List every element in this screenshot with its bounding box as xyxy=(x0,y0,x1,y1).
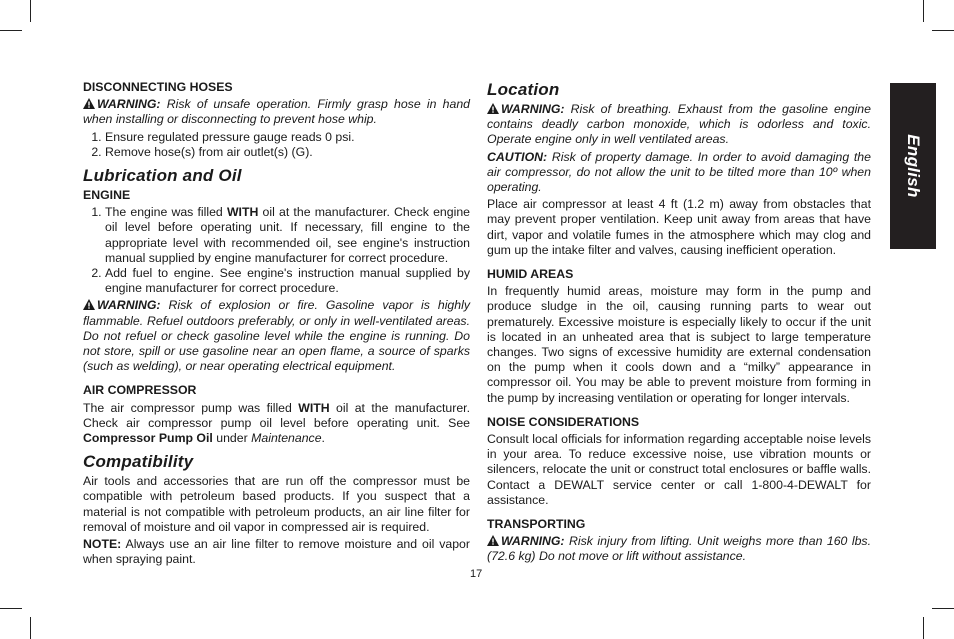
fuel-warning xyxy=(83,298,470,374)
warning-text: Risk injury from lifting. Unit weighs more than 160 lbs. (72.6 kg) Do not move or lift without assistance. xyxy=(487,534,872,564)
right-column xyxy=(487,80,871,567)
placement-text: Place air compressor at least 4 ft (1.2 m) away from obstacles that may prevent proper ventilation. Keep unit away from areas that have dirt, vapor and volatile fumes in the atmosphere which may clog and gum up the intake filter and valves, causing inefficient operation. xyxy=(487,197,871,257)
list-item: 2. Remove hose(s) from air outlet(s) (G). xyxy=(105,145,470,160)
list-item: 2. Add fuel to engine. See engine's instruction manual supplied by engine manufacturer for correct procedure. xyxy=(105,266,470,296)
disconnecting-hoses-heading: DISCONNECTING HOSES xyxy=(83,80,233,94)
noise-text: Consult local officials for information regarding acceptable noise levels in your area. To reduce excessive noise, use vibration mounts or silencers, relocate the unit or construct total enclosures or baffle walls. Contact a DEWALT service center or call 1-800-4-DEWALT for assistance. xyxy=(487,432,871,507)
engine-steps xyxy=(83,205,470,296)
note-label: NOTE: xyxy=(83,537,122,552)
warning-triangle-icon xyxy=(83,98,95,109)
note-text: Always use an air line filter to remove moisture and oil vapor when spraying paint. xyxy=(83,537,470,567)
list-item xyxy=(105,205,470,266)
text-run: Maintenance xyxy=(251,431,322,446)
engine-heading: ENGINE xyxy=(83,188,131,203)
crop-mark xyxy=(923,617,924,639)
crop-mark xyxy=(932,30,954,31)
crop-mark xyxy=(30,617,31,639)
caution-text: Risk of property damage. In order to avoid damaging the air compressor, do not allow the unit to be tilted more than 10º when operating. xyxy=(487,149,871,195)
location-title: Location xyxy=(487,80,560,99)
noise-heading: NOISE CONSIDERATIONS xyxy=(487,414,640,429)
text-run: under xyxy=(212,431,252,446)
warning-text: Risk of explosion or fire. Gasoline vapor is highly flammable. Refuel outdoors preferably, or only in well-ventilated areas. Do not refuel or check gasoline level while the engine is running. Do not store, spill or use gasoline near an open flame, a source of sparks (such as welding), or near operating electrical equipment. xyxy=(83,298,470,374)
crop-mark xyxy=(0,608,22,609)
compatibility-title: Compatibility xyxy=(83,452,194,472)
language-tab-label: English xyxy=(904,134,923,198)
transport-warning xyxy=(487,534,871,564)
caution xyxy=(487,150,871,196)
air-compressor-text xyxy=(83,401,470,447)
language-tab xyxy=(890,83,936,249)
list-item: 1. Ensure regulated pressure gauge reads 0 psi. xyxy=(105,130,470,145)
text-run: Compressor Pump Oil xyxy=(83,431,213,446)
warning-label: WARNING: xyxy=(97,298,161,313)
text-run: oil at the manufacturer. Check air compressor pump oil level before operating unit. See xyxy=(83,400,470,430)
text-run: The air compressor pump was filled xyxy=(83,400,299,415)
warning-triangle-icon xyxy=(487,103,499,114)
crop-mark xyxy=(923,0,924,22)
location-warning xyxy=(487,102,871,148)
caution-label: CAUTION: xyxy=(487,149,548,164)
compatibility-text: Air tools and accessories that are run off the compressor must be compatible with petroleum based products. If you suspect that a material is not compatible with petroleum products, an air line filter for removal of moisture and oil vapor in compressed air is required. xyxy=(83,474,470,534)
text-run: . xyxy=(321,431,325,446)
text-run: WITH xyxy=(226,205,259,220)
warning-text: Risk of unsafe operation. Firmly grasp hose in hand when installing or disconnecting to prevent hose whip. xyxy=(83,97,470,127)
warning-triangle-icon xyxy=(83,299,95,310)
crop-mark xyxy=(30,0,31,22)
humid-areas-heading: HUMID AREAS xyxy=(487,267,574,282)
warning-text: Risk of breathing. Exhaust from the gasoline engine contains deadly carbon monoxide, which is odorless and toxic. Operate engine only in well ventilated areas. xyxy=(487,102,871,147)
humid-areas-text: In frequently humid areas, moisture may form in the pump and produce sludge in the oil, causing running parts to wear out prematurely. Excessive moisture is especially likely to occur if the unit is located in an unheated area that is subject to large temperature changes. Two signs of excessive humidity are external condensation on the pump when it cools down and a “milky” appearance in compressor oil. You may be able to prevent moisture from forming in the pump by increasing ventilation or operating for longer intervals. xyxy=(487,284,871,405)
air-compressor-heading: AIR COMPRESSOR xyxy=(83,383,197,398)
left-column xyxy=(83,80,470,569)
note xyxy=(83,537,470,567)
text-run: The engine was filled xyxy=(105,205,227,220)
disconnect-warning xyxy=(83,97,470,127)
crop-mark xyxy=(932,608,954,609)
crop-mark xyxy=(0,30,22,31)
lubrication-title: Lubrication and Oil xyxy=(83,166,242,186)
text-run: WITH xyxy=(298,400,330,415)
page-number: 17 xyxy=(470,568,483,580)
text-run: oil at the manufacturer. Check engine oil level before operating unit. If necessary, fill engine to the appropriate level with recommended oil, see engine's instruction manual supplied by engine manufacturer for correct procedure. xyxy=(105,205,470,265)
warning-triangle-icon xyxy=(487,535,499,546)
warning-label: WARNING: xyxy=(501,534,565,549)
disconnect-steps xyxy=(83,130,470,160)
warning-label: WARNING: xyxy=(97,97,161,112)
warning-label: WARNING: xyxy=(501,102,565,116)
transporting-heading: TRANSPORTING xyxy=(487,517,586,532)
